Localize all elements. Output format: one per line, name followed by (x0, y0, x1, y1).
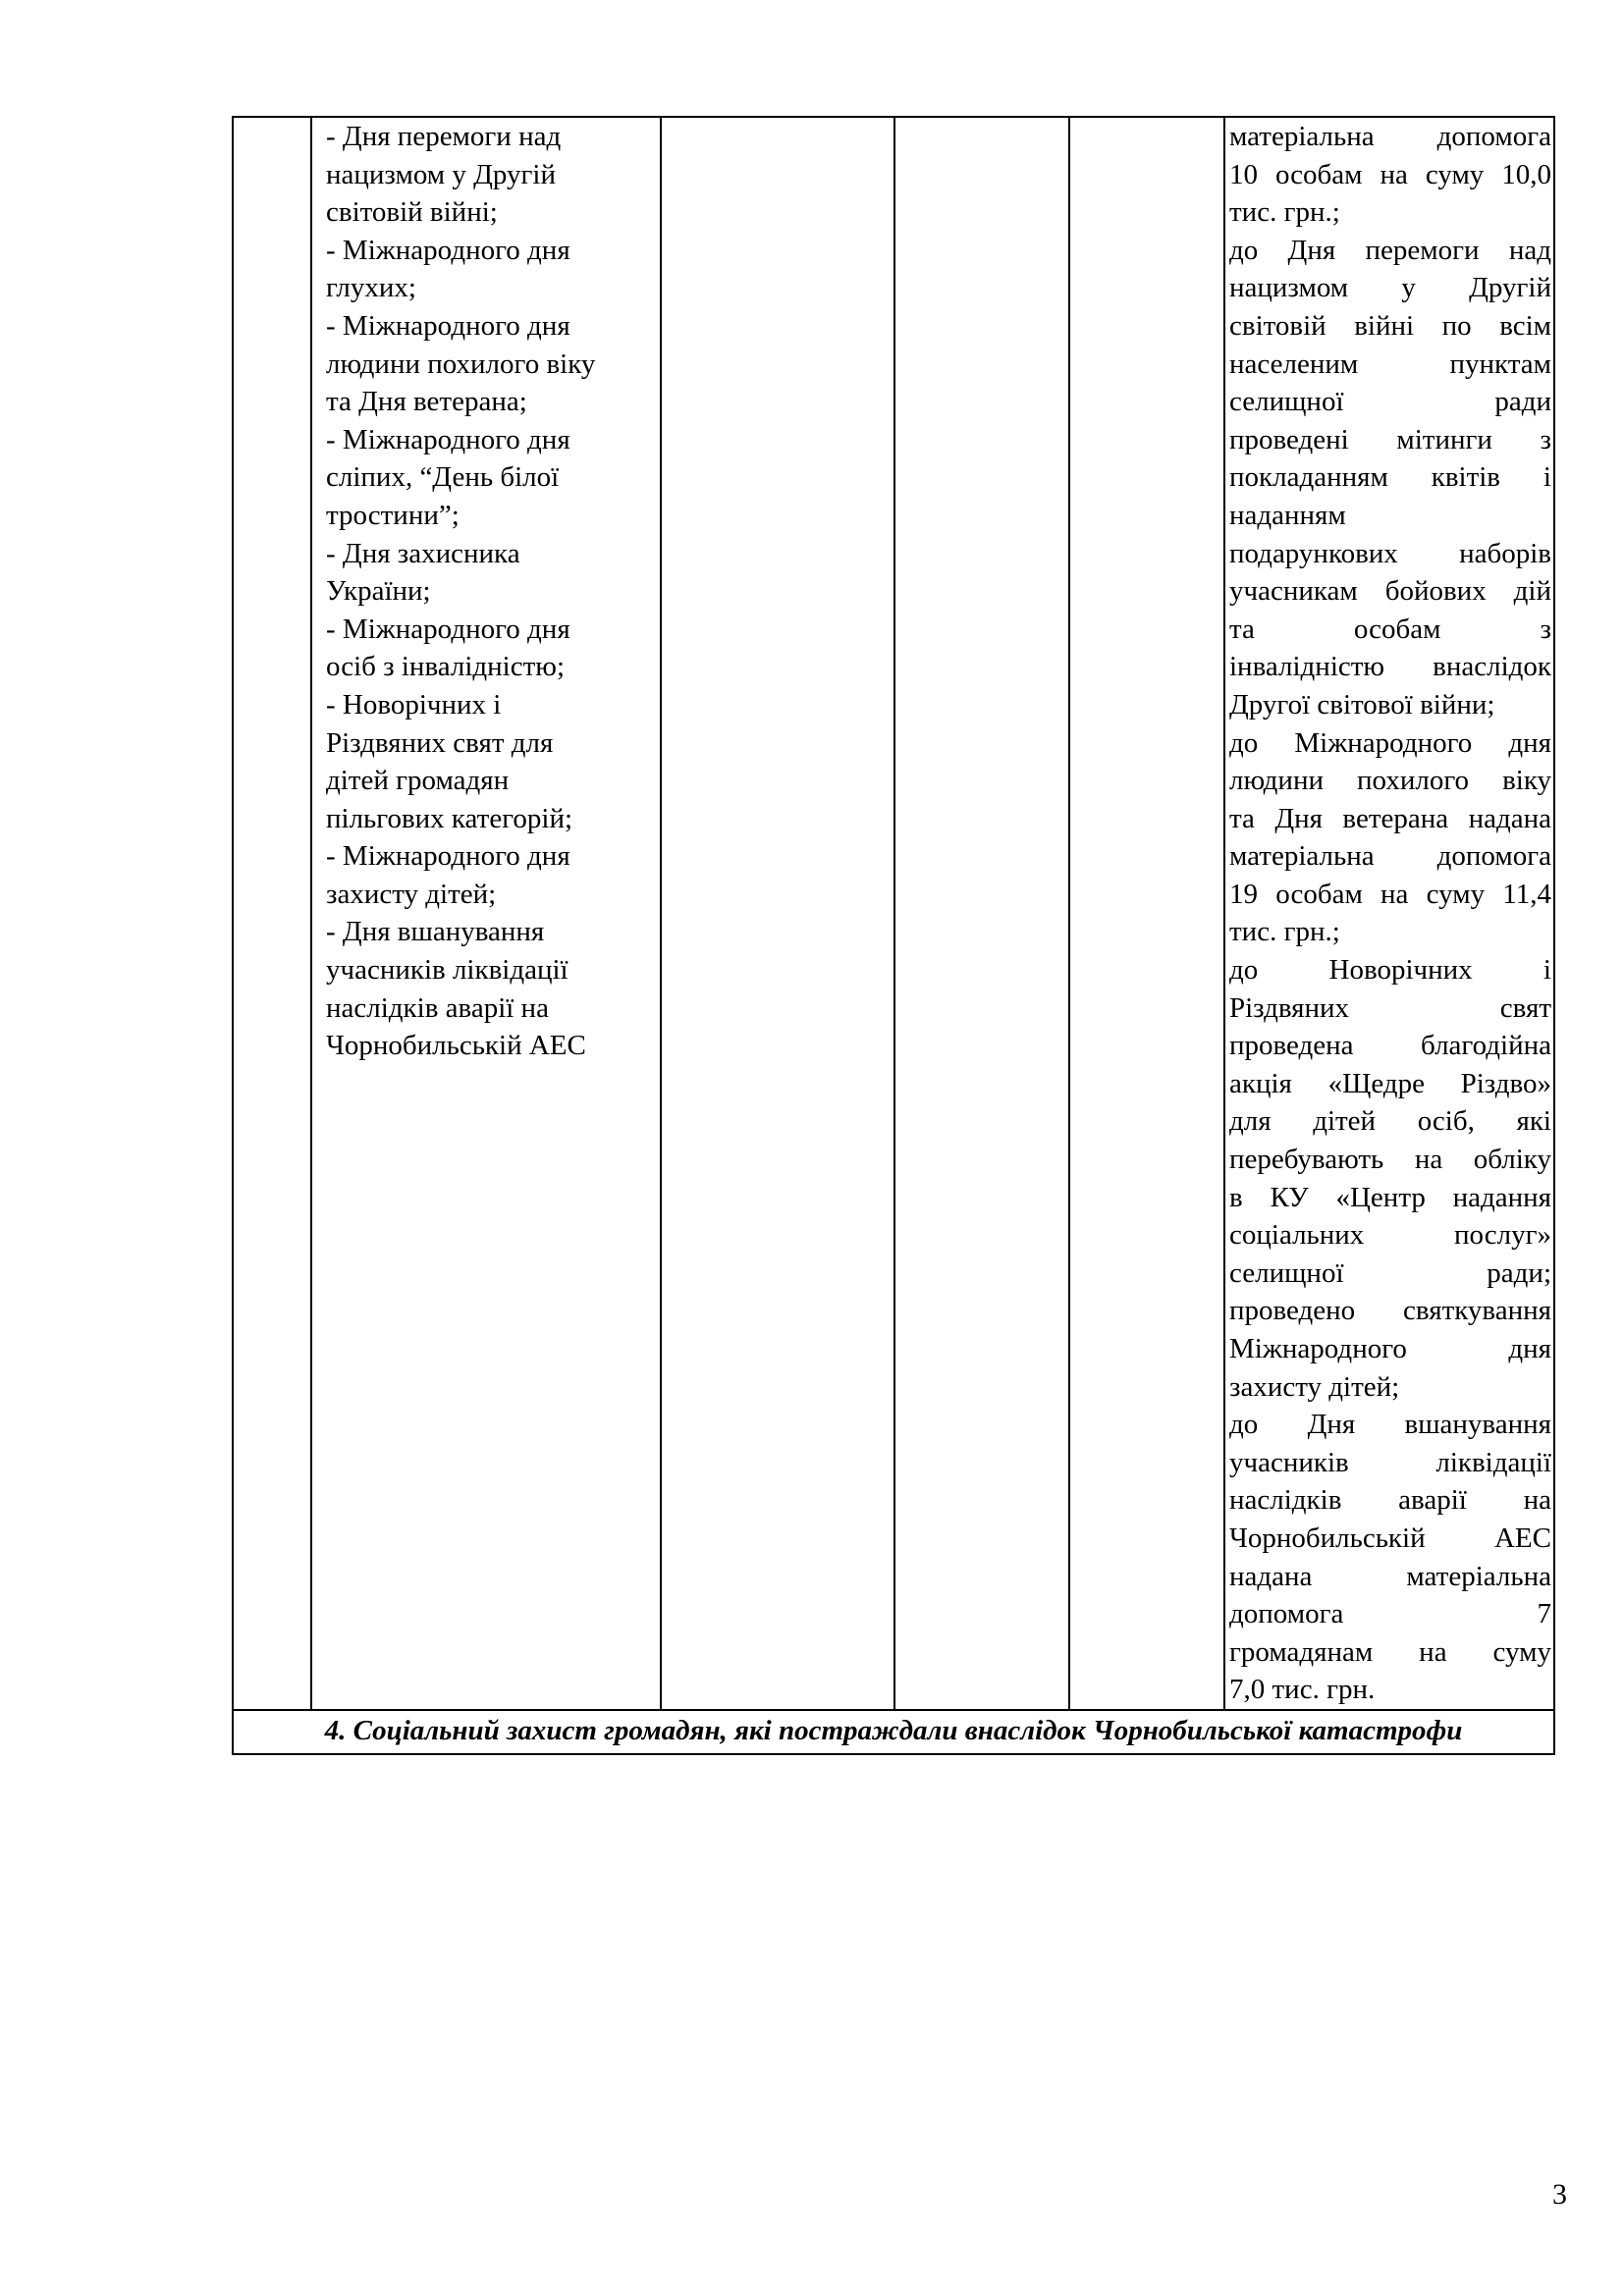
event-line: Різдвяних свят для (326, 726, 554, 759)
result-line: та Дня ветерана надана (1229, 802, 1551, 834)
report-table (232, 116, 1555, 1755)
event-line: сліпих, “День білої (326, 461, 560, 494)
event-line: - Міжнародного дня (326, 234, 570, 266)
event-line: - Новорічних і (326, 688, 502, 721)
result-line: селищної ради (1229, 386, 1551, 418)
result-line: до Міжнародного дня (1229, 726, 1551, 759)
result-line: до Дня перемоги над (1229, 234, 1551, 266)
event-line: - Міжнародного дня (326, 423, 570, 455)
event-line: тростини”; (326, 499, 460, 531)
page-number: 3 (1552, 2178, 1567, 2211)
events-list (326, 118, 652, 1065)
event-line: - Міжнародного дня (326, 613, 570, 645)
result-line: акція «Щедре Різдво» (1229, 1067, 1551, 1099)
result-line: Різдвяних свят (1229, 991, 1551, 1024)
result-line: до Новорічних і (1229, 954, 1551, 987)
event-line: - Дня перемоги над (326, 121, 562, 152)
result-line: Міжнародного дня (1229, 1333, 1551, 1364)
empty-cell (661, 117, 894, 1710)
event-line: світовій війні; (326, 196, 498, 229)
results-cell (1224, 117, 1554, 1710)
result-line: 10 особам на суму 10,0 (1229, 158, 1551, 190)
result-line: учасників ліквідації (1229, 1446, 1551, 1478)
section-row (233, 1710, 1554, 1754)
event-line: - Дня вшанування (326, 916, 545, 948)
table-row (233, 117, 1554, 1710)
result-line: та особам з (1229, 613, 1551, 645)
result-line: для дітей осіб, які (1229, 1105, 1551, 1138)
result-line: людини похилого віку (1229, 765, 1551, 797)
event-line: - Дня захисника (326, 537, 520, 569)
result-line: покладанням квітів і (1229, 461, 1551, 494)
result-line: надана матеріальна (1229, 1560, 1551, 1592)
event-line: - Міжнародного дня (326, 840, 570, 873)
result-line: 7,0 тис. грн. (1229, 1674, 1376, 1706)
event-line: пільгових категорій; (326, 802, 573, 834)
section-heading: 4. Соціальний захист громадян, які постраждали внаслідок Чорнобильської катастрофи (233, 1710, 1554, 1754)
event-line: та Дня ветерана; (326, 386, 527, 418)
result-line: в КУ «Центр надання (1229, 1181, 1551, 1213)
event-line: людини похилого віку (326, 347, 596, 380)
result-line: допомога 7 (1229, 1598, 1551, 1630)
result-line: матеріальна допомога (1229, 121, 1551, 152)
result-line: інвалідністю внаслідок (1229, 651, 1551, 683)
event-line: дітей громадян (326, 765, 510, 797)
empty-cell (1069, 117, 1224, 1710)
result-line: подарункових наборів (1229, 537, 1551, 569)
result-line: Чорнобильській АЕС (1229, 1522, 1551, 1554)
result-line: населеним пунктам (1229, 347, 1551, 380)
event-line: наслідків аварії на (326, 991, 549, 1024)
event-line: учасників ліквідації (326, 954, 568, 987)
events-cell (311, 117, 661, 1710)
result-line: наданням (1229, 499, 1346, 531)
result-line: проведена благодійна (1229, 1030, 1551, 1062)
result-line: матеріальна допомога (1229, 840, 1551, 873)
result-line: селищної ради; (1229, 1256, 1551, 1289)
result-line: захисту дітей; (1229, 1370, 1400, 1403)
result-line: наслідків аварії на (1229, 1484, 1551, 1517)
event-line: нацизмом у Другій (326, 158, 556, 190)
empty-cell (894, 117, 1069, 1710)
result-line: громадянам на суму (1229, 1635, 1551, 1668)
result-line: тис. грн.; (1229, 196, 1340, 229)
event-line: осіб з інвалідністю; (326, 651, 566, 683)
result-line: світовій війні по всім (1229, 309, 1551, 342)
result-line: тис. грн.; (1229, 916, 1340, 948)
result-line: перебувають на обліку (1229, 1144, 1551, 1176)
result-line: учасникам бойових дій (1229, 575, 1551, 608)
result-line: соціальних послуг» (1229, 1219, 1551, 1252)
results-list (1229, 118, 1551, 1709)
event-line: глухих; (326, 272, 416, 304)
event-line: України; (326, 575, 431, 608)
event-line: захисту дітей; (326, 878, 497, 910)
result-line: проведено святкування (1229, 1295, 1551, 1327)
result-line: Другої світової війни; (1229, 688, 1495, 721)
event-line: Чорнобильській АЕС (326, 1030, 586, 1062)
number-cell (233, 117, 311, 1710)
result-line: проведені мітинги з (1229, 423, 1551, 455)
result-line: 19 особам на суму 11,4 (1229, 878, 1551, 910)
result-line: нацизмом у Другій (1229, 272, 1551, 304)
event-line: - Міжнародного дня (326, 309, 570, 342)
result-line: до Дня вшанування (1229, 1409, 1551, 1441)
